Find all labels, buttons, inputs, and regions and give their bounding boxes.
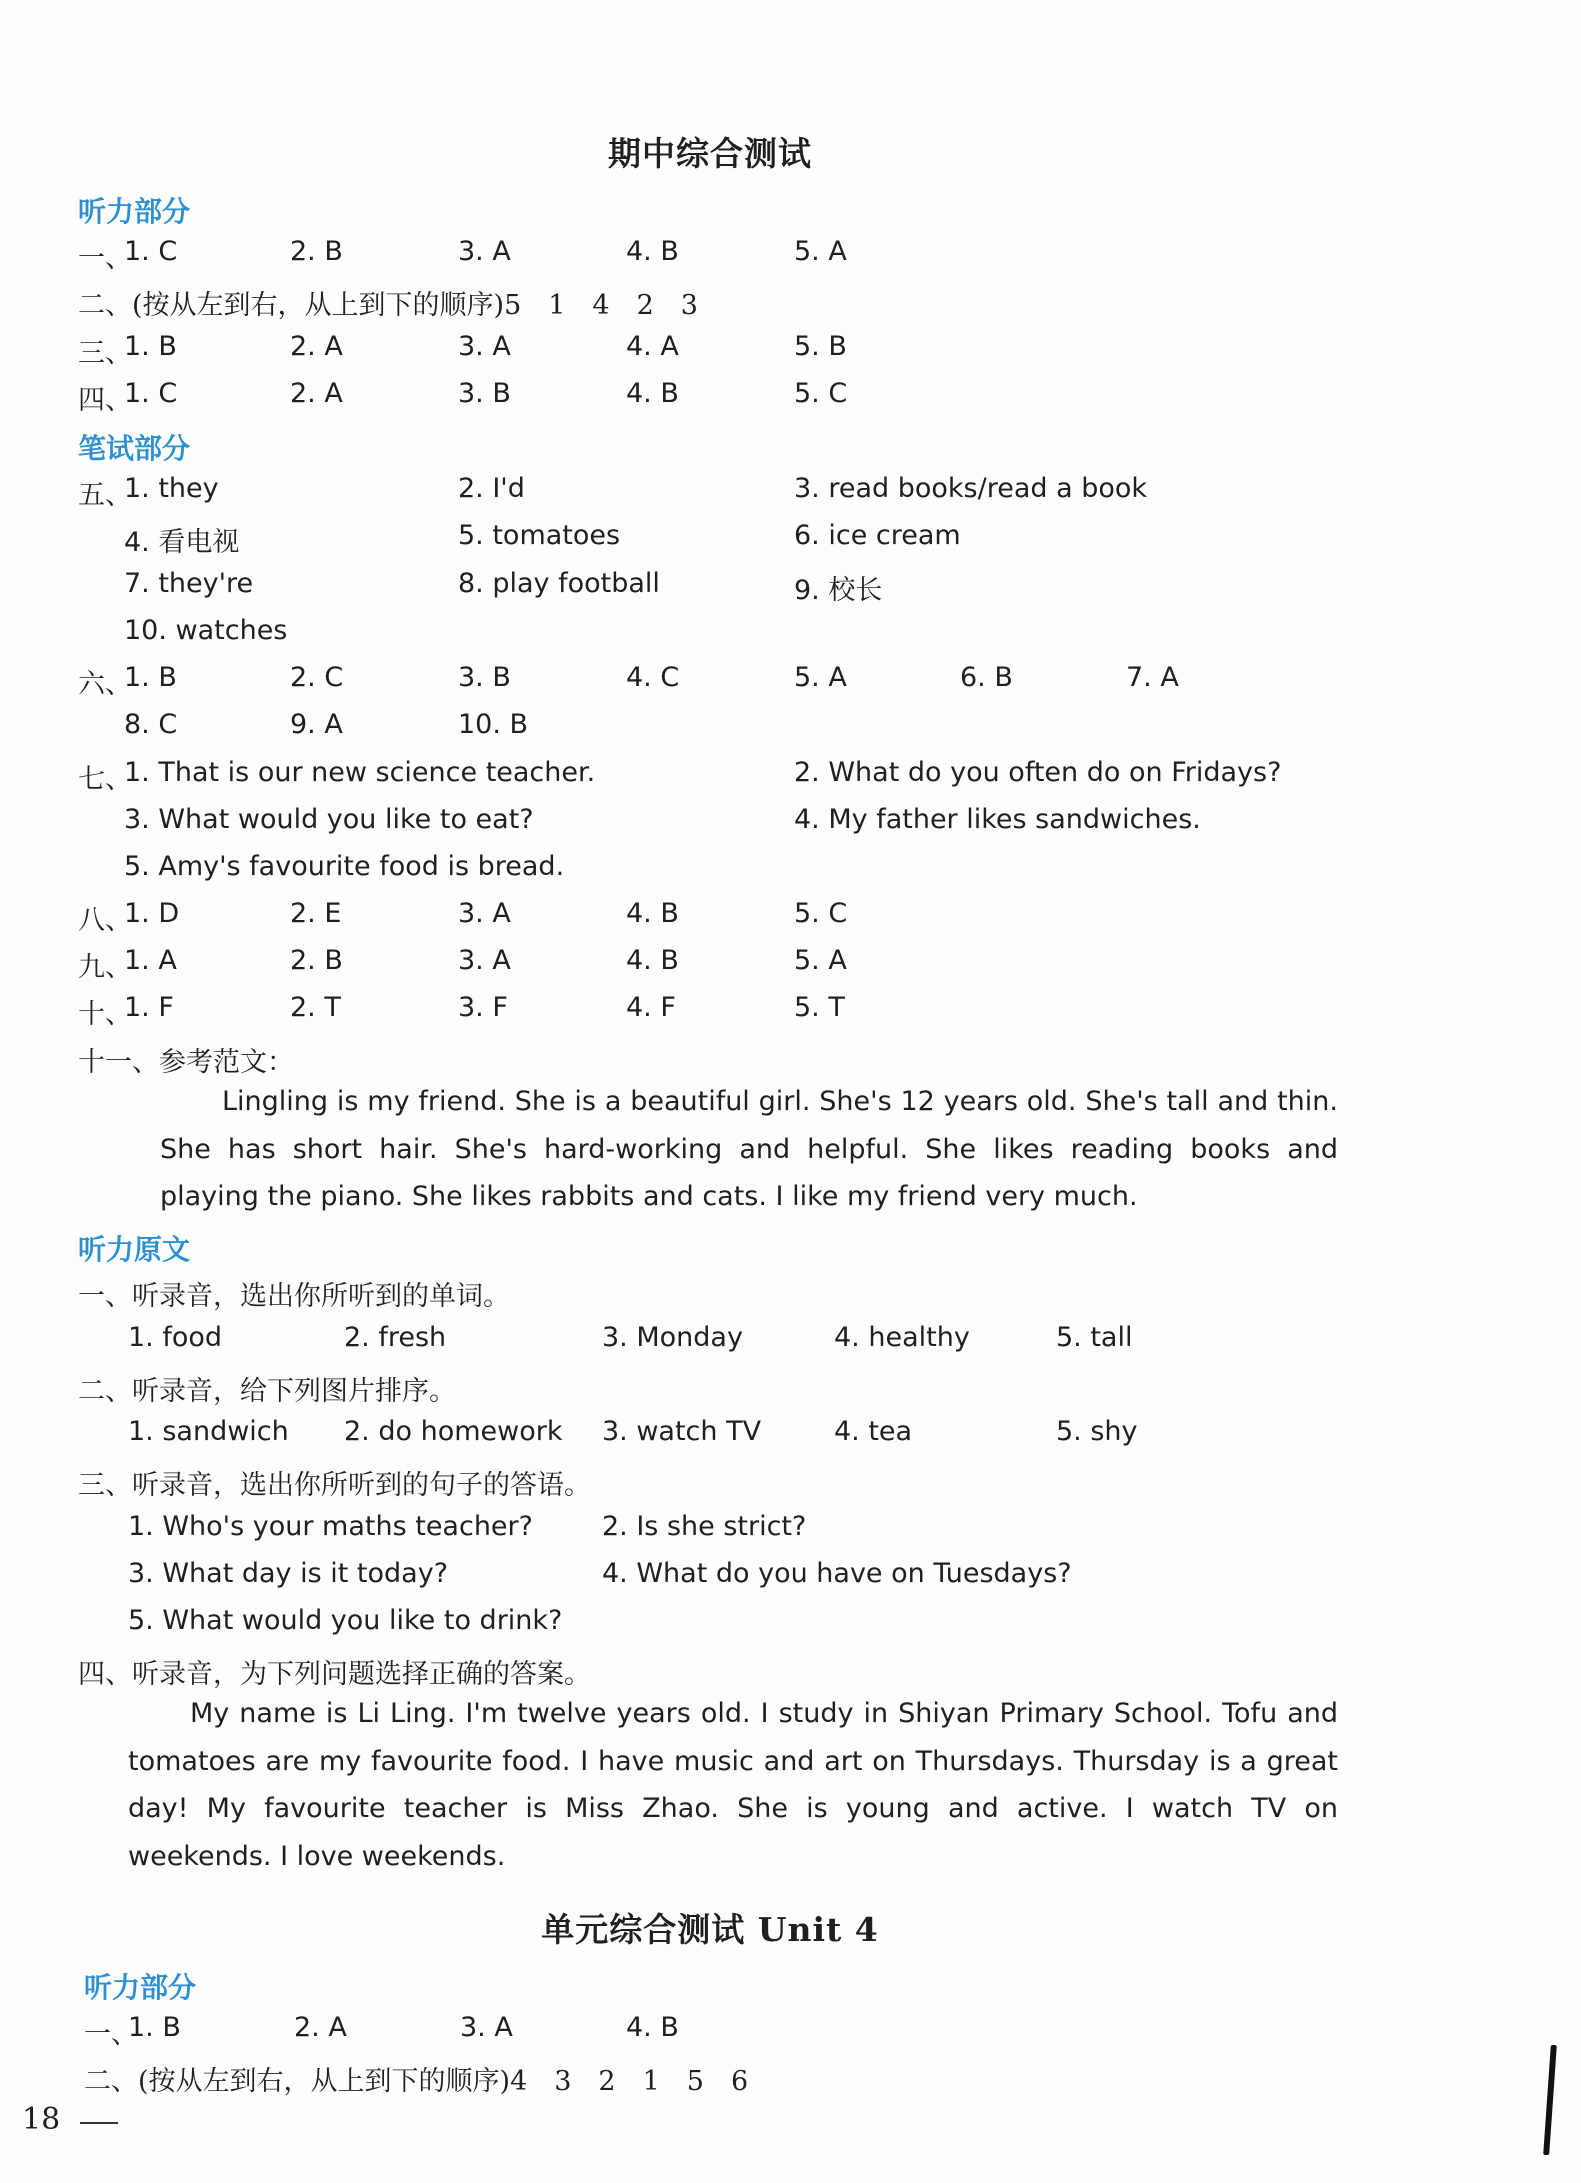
answer: 2. B [290,945,343,976]
script-item: 3. Monday [602,1322,743,1353]
answer: 5. T [794,992,845,1023]
answer: 3. B [458,378,511,409]
question-label: 四、 [78,385,132,416]
script-item: 1. sandwich [128,1416,289,1447]
answer: 1. they [124,473,219,504]
answer: 3. B [458,662,511,693]
page-title: 期中综合测试 [608,134,812,173]
answer: 2. What do you often do on Fridays? [794,757,1282,788]
section-script: 听力原文 [78,1233,191,1266]
page-number: 18 [22,2102,61,2137]
answer: 1. D [124,898,180,929]
script-item: 2. fresh [344,1322,447,1353]
question-label: 七、 [78,764,132,795]
question-label: 四、听录音，为下列问题选择正确的答案。 [78,1659,591,1690]
question-label: 八、 [78,905,132,936]
unit-title: 单元综合测试 Unit 4 [541,1910,879,1949]
answer: 3. A [458,331,511,362]
answer: 3. A [458,898,511,929]
question-label: 十、 [78,999,132,1030]
script-item: 2. Is she strict? [602,1511,807,1542]
script-item: 3. What day is it today? [128,1558,449,1589]
script-item: 1. Who's your maths teacher? [128,1511,533,1542]
section-listening: 听力部分 [78,195,191,228]
script-item: 2. do homework [344,1416,563,1447]
answer: 3. What would you like to eat? [124,804,534,835]
question-label: 三、 [78,338,132,369]
answer: 2. I'd [458,473,525,504]
question-text: 二、(按从左到右，从上到下的顺序)5 1 4 2 3 [78,290,698,321]
sample-essay [160,1078,1338,1221]
answer: 4. B [626,2012,679,2043]
answer: 2. A [290,331,343,362]
answer: 4. F [626,992,676,1023]
answer: 5. A [794,945,847,976]
answer: 5. Amy's favourite food is bread. [124,851,565,882]
answer: 9. 校长 [794,575,883,606]
answer: 5. B [794,331,847,362]
page-number-dash [80,2122,118,2124]
question-label: 十一、参考范文： [78,1047,294,1078]
answer: 1. B [124,331,177,362]
answer: 4. B [626,236,679,267]
answer: 3. A [460,2012,513,2043]
passage-text: My name is Li Ling. I'm twelve years old. I study in Shiyan Primary School. Tofu and tomatoes are my favourite food. I have music and art on Thursdays. Thursday is a great day! My favourite teacher is Miss Zhao. She is young and active. I watch TV on weekends. I love weekends. [128,1698,1338,1872]
answer: 5. A [794,236,847,267]
answer: 1. A [124,945,177,976]
script-item: 1. food [128,1322,223,1353]
answer: 9. A [290,709,343,740]
answer: 2. A [290,378,343,409]
answer: 4. C [626,662,680,693]
answer: 4. A [626,331,679,362]
answer: 6. B [960,662,1013,693]
answer: 8. play football [458,568,660,599]
answer: 4. B [626,898,679,929]
answer: 3. A [458,236,511,267]
script-item: 4. tea [834,1416,913,1447]
section-listening-unit4: 听力部分 [84,1971,197,2004]
answer: 4. B [626,945,679,976]
answer: 3. F [458,992,508,1023]
question-label: 一、 [84,2019,138,2050]
question-label: 六、 [78,669,132,700]
script-item: 5. What would you like to drink? [128,1605,563,1636]
answer: 10. watches [124,615,288,646]
question-label: 三、听录音，选出你所听到的句子的答语。 [78,1470,591,1501]
question-label: 一、 [78,243,132,274]
answer: 10. B [458,709,529,740]
answer: 5. C [794,898,848,929]
answer: 2. A [294,2012,347,2043]
question-text: 二、(按从左到右，从上到下的顺序)4 3 2 1 5 6 [84,2066,749,2097]
answer: 1. B [128,2012,181,2043]
answer: 1. C [124,378,178,409]
answer: 1. B [124,662,177,693]
essay-text: Lingling is my friend. She is a beautiful girl. She's 12 years old. She's tall and thin. She has short hair. She's hard-working and helpful. She likes reading books and playing the piano. She likes rabbits and cats. I like my friend very much. [160,1086,1338,1212]
answer: 2. B [290,236,343,267]
answer: 5. A [794,662,847,693]
script-item: 4. What do you have on Tuesdays? [602,1558,1072,1589]
answer: 2. T [290,992,341,1023]
answer: 4. My father likes sandwiches. [794,804,1201,835]
answer: 3. A [458,945,511,976]
answer: 2. C [290,662,344,693]
answer: 1. C [124,236,178,267]
script-item: 3. watch TV [602,1416,762,1447]
edge-mark [1543,2045,1557,2155]
question-label: 五、 [78,480,132,511]
answer: 5. C [794,378,848,409]
answer: 3. read books/read a book [794,473,1148,504]
script-item: 5. tall [1056,1322,1133,1353]
answer: 4. 看电视 [124,527,240,558]
answer: 2. E [290,898,342,929]
script-item: 5. shy [1056,1416,1138,1447]
listening-passage [128,1690,1338,1880]
answer: 1. That is our new science teacher. [124,757,596,788]
question-label: 二、听录音，给下列图片排序。 [78,1376,456,1407]
answer: 5. tomatoes [458,520,621,551]
question-label: 九、 [78,952,132,983]
answer: 1. F [124,992,174,1023]
answer: 6. ice cream [794,520,961,551]
script-item: 4. healthy [834,1322,970,1353]
question-label: 一、听录音，选出你所听到的单词。 [78,1281,510,1312]
answer: 7. they're [124,568,254,599]
answer: 8. C [124,709,178,740]
answer: 7. A [1126,662,1179,693]
section-writing: 笔试部分 [78,432,191,465]
answer: 4. B [626,378,679,409]
